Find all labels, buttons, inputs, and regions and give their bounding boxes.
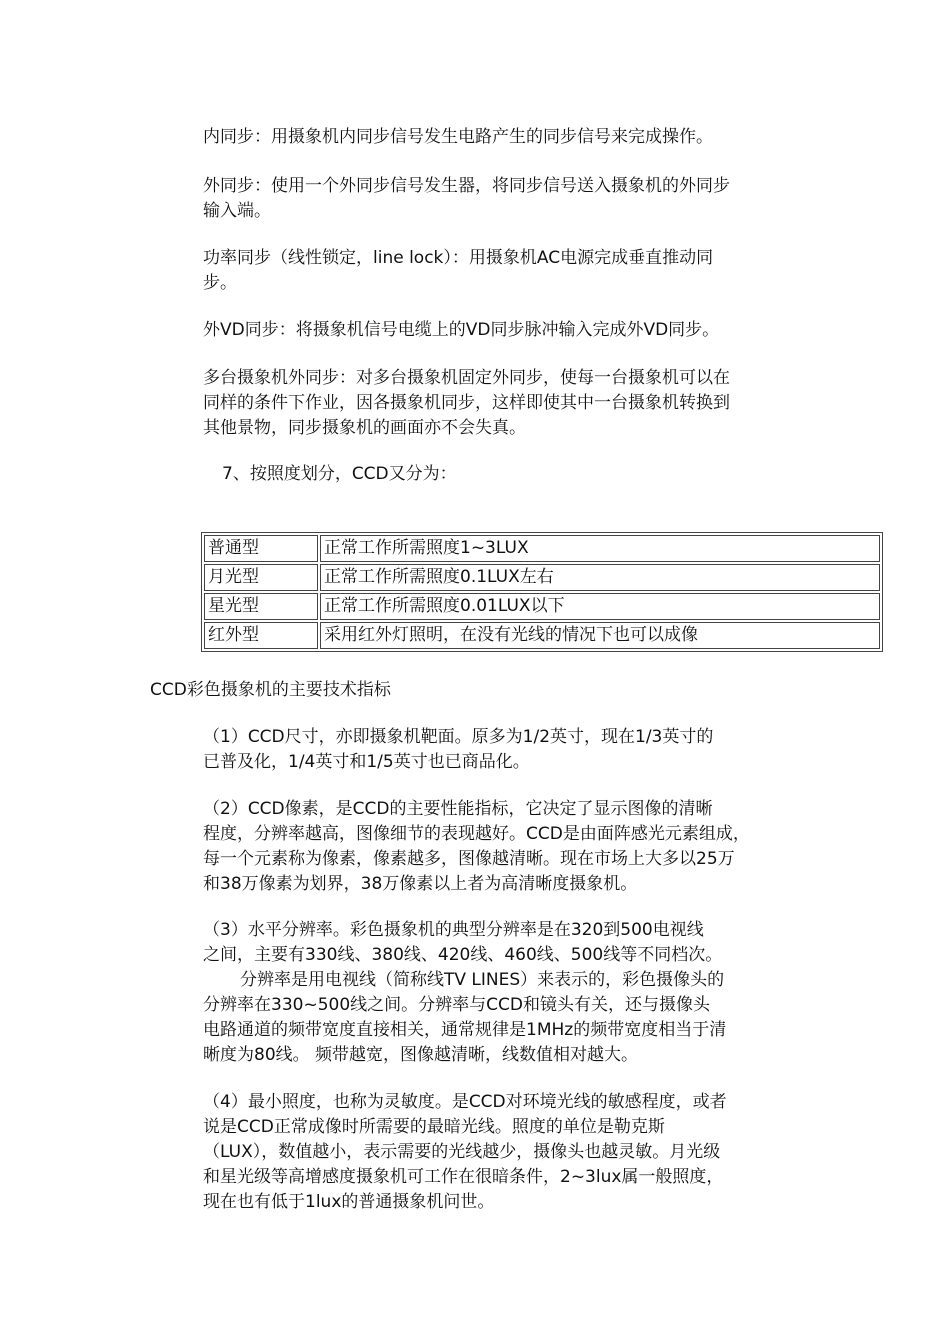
- text-line: （1）CCD尺寸，亦即摄象机靶面。原多为1/2英寸，现在1/3英寸的: [203, 727, 714, 747]
- text-line: 现在也有低于1lux的普通摄象机问世。: [203, 1192, 495, 1212]
- table-row: [204, 535, 880, 562]
- text-line: 晰度为80线。 频带越宽，图像越清晰，线数值相对越大。: [203, 1045, 639, 1065]
- text-line: 之间，主要有330线、380线、420线、460线、500线等不同档次。: [203, 945, 723, 965]
- text-line: 分辨率在330~500线之间。分辨率与CCD和镜头有关，还与摄像头: [203, 995, 710, 1015]
- text-line: 输入端。: [203, 201, 271, 221]
- table-cell-desc: 正常工作所需照度0.1LUX左右: [320, 564, 880, 591]
- table-cell-desc: 正常工作所需照度1~3LUX: [320, 535, 880, 562]
- paragraph-vd-sync: [203, 318, 823, 343]
- text-line: 其他景物，同步摄象机的画面亦不会失真。: [203, 418, 526, 438]
- heading-lux-classification: 7、按照度划分，CCD又分为：: [222, 464, 457, 484]
- text-line: （3）水平分辨率。彩色摄象机的典型分辨率是在320到500电视线: [203, 920, 704, 940]
- paragraph-multi-camera-sync: [203, 366, 823, 441]
- paragraph-ccd-size: [203, 725, 823, 775]
- table-row: [204, 593, 880, 620]
- text-line: 和星光级等高增感度摄象机可工作在很暗条件，2~3lux属一般照度，: [203, 1167, 724, 1187]
- text-line: （2）CCD像素，是CCD的主要性能指标，它决定了显示图像的清晰: [203, 799, 713, 819]
- paragraph-ccd-pixels: [203, 797, 823, 897]
- paragraph-horizontal-resolution: [203, 918, 823, 1068]
- lux-table: [201, 532, 883, 652]
- text-line: 外同步：使用一个外同步信号发生器，将同步信号送入摄象机的外同步: [203, 176, 730, 196]
- paragraph-internal-sync: [203, 125, 823, 150]
- table-row: [204, 622, 880, 649]
- text-line: 内同步：用摄象机内同步信号发生电路产生的同步信号来完成操作。: [203, 127, 713, 147]
- table-cell-desc: 采用红外灯照明，在没有光线的情况下也可以成像: [320, 622, 880, 649]
- text-line: 步。: [203, 273, 237, 293]
- text-line: 分辨率是用电视线（简称线TV LINES）来表示的，彩色摄像头的: [240, 970, 725, 990]
- text-line: （4）最小照度，也称为灵敏度。是CCD对环境光线的敏感程度，或者: [203, 1092, 727, 1112]
- text-line: 程度，分辨率越高，图像细节的表现越好。CCD是由面阵感光元素组成，: [203, 824, 750, 844]
- paragraph-min-illumination: [203, 1090, 823, 1215]
- text-line: 已普及化，1/4英寸和1/5英寸也已商品化。: [203, 752, 530, 772]
- table-cell-type: 月光型: [204, 564, 318, 591]
- paragraph-line-lock-sync: [203, 246, 823, 296]
- text-line: 每一个元素称为像素，像素越多，图像越清晰。现在市场上大多以25万: [203, 849, 735, 869]
- text-line: 说是CCD正常成像时所需要的最暗光线。照度的单位是勒克斯: [203, 1117, 665, 1137]
- section-title-specs: CCD彩色摄象机的主要技术指标: [150, 680, 391, 700]
- text-line: 功率同步（线性锁定，line lock）：用摄象机AC电源完成垂直推动同: [203, 248, 714, 268]
- text-line: 外VD同步：将摄象机信号电缆上的VD同步脉冲输入完成外VD同步。: [203, 320, 720, 340]
- paragraph-external-sync: [203, 174, 823, 224]
- text-line: 同样的条件下作业，因各摄象机同步，这样即使其中一台摄象机转换到: [203, 393, 730, 413]
- text-line: 和38万像素为划界，38万像素以上者为高清晰度摄象机。: [203, 874, 638, 894]
- text-line: 多台摄象机外同步：对多台摄象机固定外同步，使每一台摄象机可以在: [203, 368, 730, 388]
- table-cell-type: 红外型: [204, 622, 318, 649]
- table-cell-type: 星光型: [204, 593, 318, 620]
- table-cell-type: 普通型: [204, 535, 318, 562]
- text-line: （LUX），数值越小，表示需要的光线越少，摄像头也越灵敏。月光级: [203, 1142, 721, 1162]
- table-cell-desc: 正常工作所需照度0.01LUX以下: [320, 593, 880, 620]
- text-line: 电路通道的频带宽度直接相关，通常规律是1MHz的频带宽度相当于清: [203, 1020, 727, 1040]
- table-row: [204, 564, 880, 591]
